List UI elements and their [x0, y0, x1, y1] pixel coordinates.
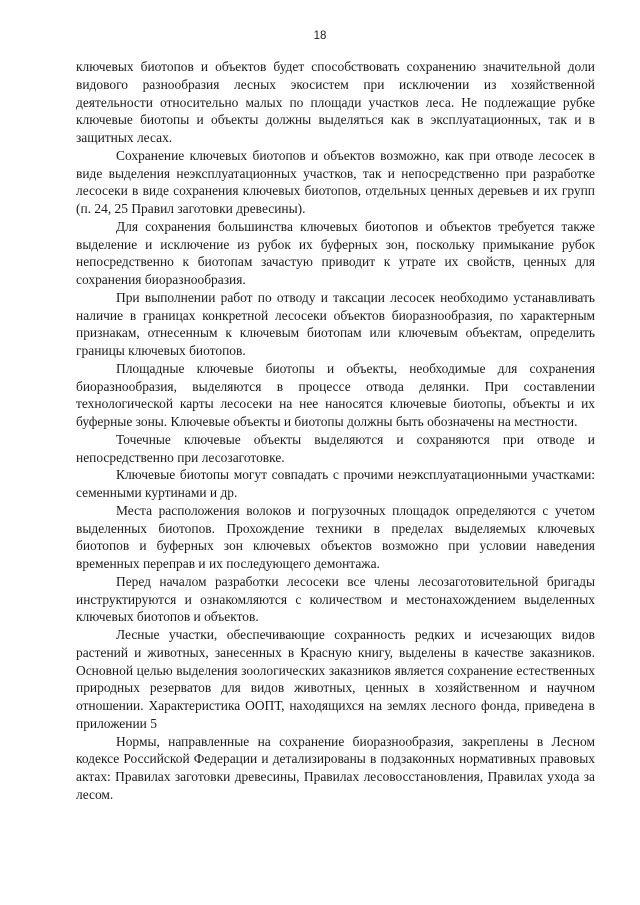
page-number: 18 [313, 30, 327, 42]
document-body [76, 58, 595, 804]
paragraph-5: Площадные ключевые биотопы и объекты, необходимые для сохранения биоразнообразия, выделяются в процессе отвода делянки. При составлении технологической карты лесосеки на нее наносятся ключевые биотопы, объекты и их буферные зоны. Ключевые объекты и биотопы должны быть обозначены на местности. [76, 360, 595, 429]
paragraph-4: При выполнении работ по отводу и таксации лесосек необходимо устанавливать наличие в границах конкретной лесосеки объектов биоразнообразия, по характерным признакам, отнесенным к ключевым биотопам или ключевым объектам, определить границы ключевых биотопов. [76, 289, 595, 358]
paragraph-8: Места расположения волоков и погрузочных площадок определяются с учетом выделенных биотопов. Прохождение техники в пределах выделяемых ключевых биотопов и буферных зон ключевых объектов возможно при условии наведения временных переправ и их последующего демонтажа. [76, 502, 595, 571]
paragraph-7: Ключевые биотопы могут совпадать с прочими неэксплуатационными участками: семенными куртинами и др. [76, 467, 595, 500]
paragraph-6: Точечные ключевые объекты выделяются и сохраняются при отводе и непосредственно при лесозаготовке. [76, 431, 595, 465]
paragraph-1: ключевых биотопов и объектов будет способствовать сохранению значительной доли видового разнообразия лесных экосистем при исключении из хозяйственной деятельности относительно малых по площади участков леса. Не подлежащие рубке ключевые биотопы и объекты должны выделяться как в эксплуатационных, так и в защитных лесах. [76, 59, 595, 145]
paragraph-2: Сохранение ключевых биотопов и объектов возможно, как при отводе лесосек в виде выделения неэксплуатационных участков, так и непосредственно при разработке лесосеки в виде сохранения ключевых биотопов, отдельных ценных деревьев и их групп (п. 24, 25 Правил заготовки древесины). [76, 147, 595, 216]
paragraph-3: Для сохранения большинства ключевых биотопов и объектов требуется также выделение и исключение из рубок их буферных зон, поскольку примыкание рубок непосредственно к биотопам зачастую приводит к утрате их свойств, ценных для сохранения биоразнообразия. [76, 218, 595, 287]
paragraph-9: Перед началом разработки лесосеки все члены лесозаготовительной бригады инструктируются и ознакомляются с количеством и местонахождением выделенных ключевых биотопов и объектов. [76, 573, 595, 625]
paragraph-10: Лесные участки, обеспечивающие сохранность редких и исчезающих видов растений и животных, занесенных в Красную книгу, выделены в качестве заказников. Основной целью выделения зоологических заказников является сохранение естественных природных резерватов для видов животных, ценных в хозяйственном и научном отношении. Характеристика ООПТ, находящихся на землях лесного фонда, приведена в приложении 5 [76, 627, 595, 731]
paragraph-11: Нормы, направленные на сохранение биоразнообразия, закреплены в Лесном кодексе Российской Федерации и детализированы в подзаконных нормативных правовых актах: Правилах заготовки древесины, Правилах лесовосстановления, Правилах ухода за лесом. [76, 733, 595, 802]
